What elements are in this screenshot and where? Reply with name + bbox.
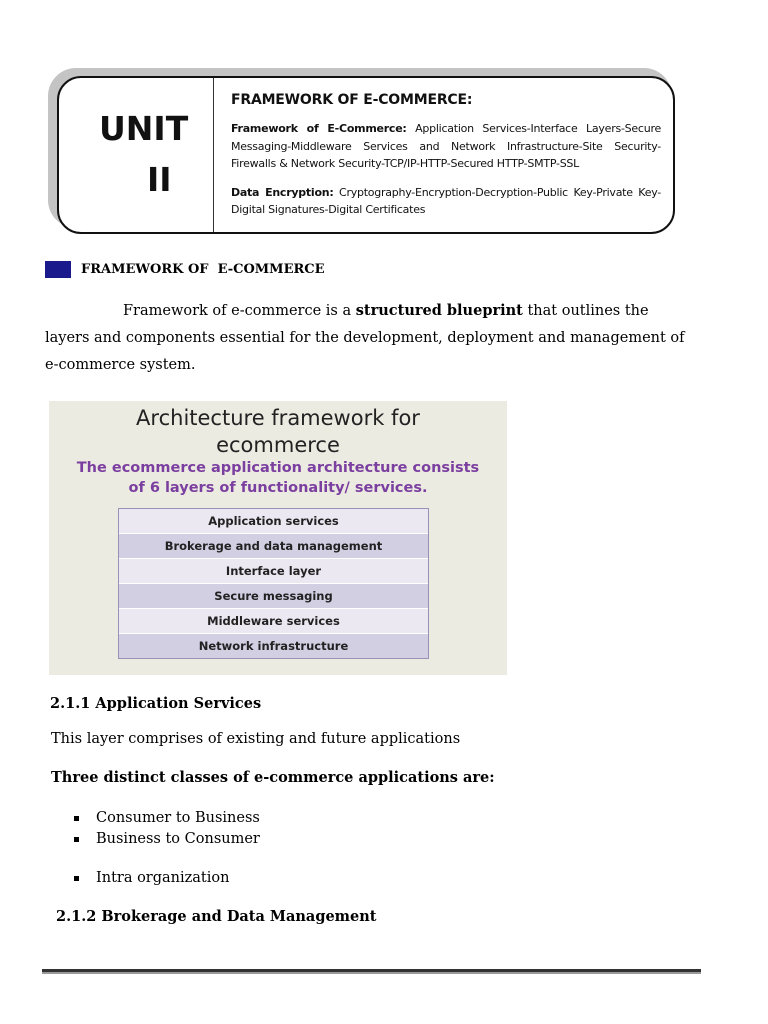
section-heading — [45, 261, 325, 278]
layer-application-services: Application services — [119, 509, 428, 534]
topics-framework-label: Framework of E-Commerce: — [231, 122, 407, 135]
classes-heading: Three distinct classes of e-commerce applications are: — [51, 769, 495, 786]
application-services-text: This layer comprises of existing and future applications — [51, 731, 461, 747]
layer-interface: Interface layer — [119, 559, 428, 584]
unit-contents — [231, 92, 661, 230]
subsection-heading-brokerage: 2.1.2 Brokerage and Data Management — [56, 908, 377, 925]
list-item-label: Consumer to Business — [96, 810, 260, 826]
list-item — [73, 808, 260, 829]
layer-network: Network infrastructure — [119, 634, 428, 658]
list-item-label: Intra organization — [96, 870, 230, 886]
bullet-icon — [74, 837, 79, 842]
topics-encryption-text: Cryptography-Encryption-Decryption-Public Key-Private Key-Digital Signatures-Digital Certificates — [231, 185, 662, 216]
bullet-icon — [74, 816, 79, 821]
topics-encryption-label: Data Encryption: — [231, 185, 334, 199]
intro-paragraph — [45, 297, 695, 379]
intro-bold: structured blueprint — [355, 302, 523, 319]
architecture-figure — [49, 401, 507, 675]
figure-title-line1: Architecture framework for — [136, 406, 420, 430]
section-number: 2.1 — [45, 261, 71, 278]
bullet-icon — [74, 876, 79, 881]
figure-subtitle — [49, 458, 507, 498]
unit-word: UNIT — [99, 109, 189, 148]
unit-label — [59, 78, 214, 232]
unit-topics-framework — [231, 120, 661, 173]
figure-subtitle-line1: The ecommerce application architecture consists — [76, 460, 480, 476]
classes-list — [73, 808, 260, 850]
list-item — [73, 868, 229, 889]
footer-divider — [42, 969, 701, 972]
list-item-label: Business to Consumer — [96, 831, 260, 847]
classes-list-continued — [73, 868, 229, 889]
section-title: FRAMEWORK OF E-COMMERCE — [81, 262, 325, 277]
figure-title — [49, 405, 507, 459]
topics-framework-text: Application Services-Interface Layers-Secure Messaging-Middleware Services and Network Infrastructure-Site Security-Firewalls & Network Security-TCP/IP-HTTP-Secured HTTP-SMTP-SSL — [231, 122, 661, 170]
intro-after: that outlines the layers and components essential for the development, deployment and management of e-commerce system. — [45, 303, 685, 373]
unit-header-box — [57, 76, 675, 234]
subsection-heading-application-services: 2.1.1 Application Services — [50, 695, 262, 712]
intro-before: Framework of e-commerce is a — [123, 303, 356, 319]
figure-title-line2: ecommerce — [216, 433, 340, 457]
unit-topics-encryption — [231, 184, 661, 219]
figure-subtitle-line2: of 6 layers of functionality/ services. — [128, 480, 428, 496]
layer-middleware: Middleware services — [119, 609, 428, 634]
list-item — [73, 829, 260, 850]
unit-title: FRAMEWORK OF E-COMMERCE: — [231, 92, 473, 108]
layer-secure-messaging: Secure messaging — [119, 584, 428, 609]
layer-brokerage: Brokerage and data management — [119, 534, 428, 559]
layer-stack — [118, 508, 429, 659]
unit-number: II — [147, 160, 172, 199]
